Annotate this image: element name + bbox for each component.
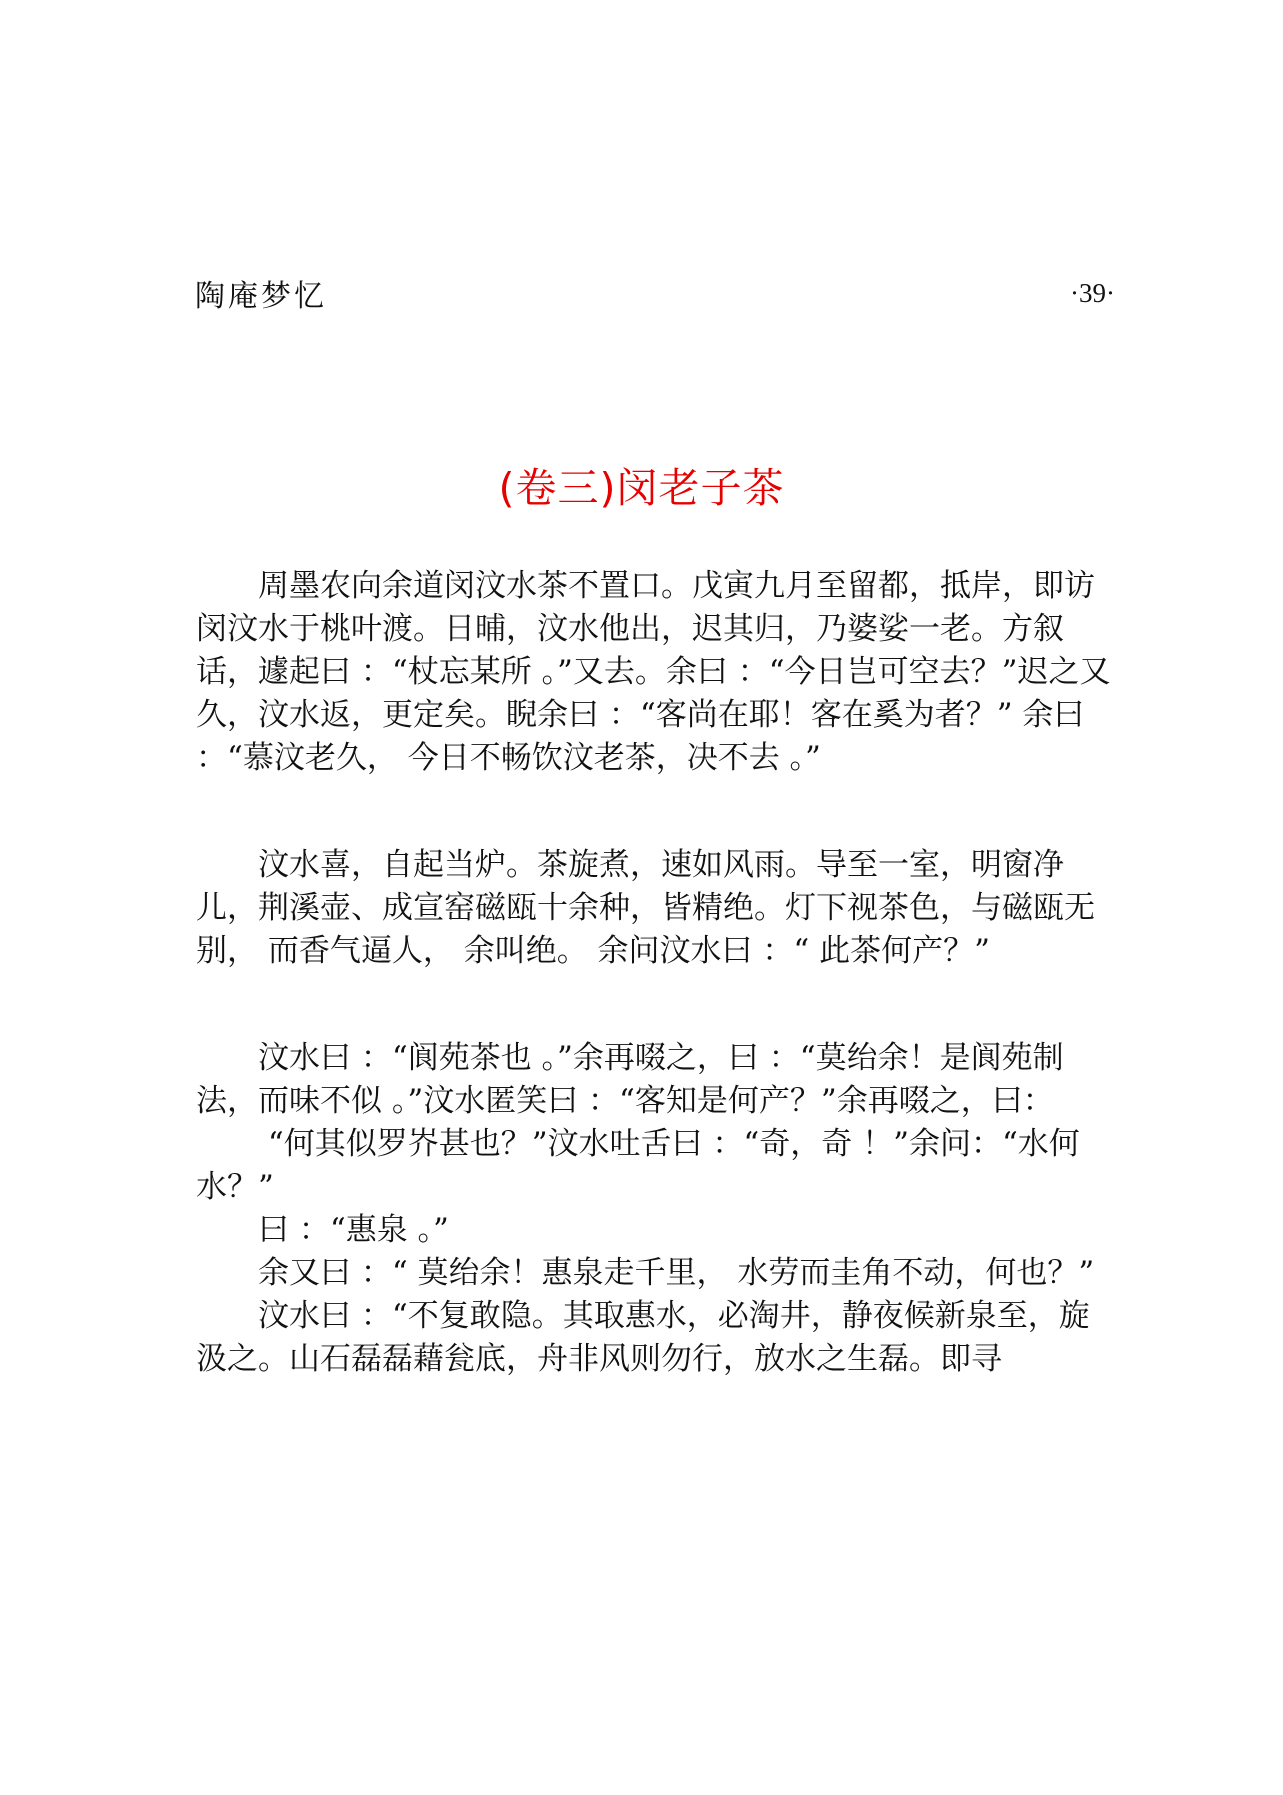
paragraph: 汶水曰 ：“不复敢隐。其取惠水，必淘井，静夜候新泉至，旋汲之。山石磊磊藉瓮底，舟非风则勿行，放水之生磊。即寻 <box>196 1298 1090 1377</box>
paragraph: “何其似罗岕甚也？”汶水吐舌曰 ：“奇，奇 ！”余问：“水何水？” <box>196 1126 1080 1205</box>
paragraph-gap <box>196 780 1116 844</box>
paragraph-gap <box>196 973 1116 1037</box>
paragraph: 周墨农向余道闵汶水茶不置口。戊寅九月至留都，抵岸，即访闵汶水于桃叶渡。日晡，汶水他出，迟其归，乃婆娑一老。方叙话，遽起曰 ：“杖忘某所 。”又去。余曰 ：“今日岂可空去？”迟之又久，汶水返，更定矣。睨余曰 ：“客尚在耶！客在奚为者？” 余曰 ：“慕汶老久， 今日不畅饮汶老茶，决不去 。” <box>196 568 1111 776</box>
book-title: 陶庵梦忆 <box>195 279 327 314</box>
running-header <box>195 268 1115 318</box>
paragraph: 汶水喜，自起当炉。茶旋煮，速如风雨。导至一室，明窗净儿，荆溪壶、成宣窑磁瓯十余种，皆精绝。灯下视茶色，与磁瓯无别， 而香气逼人， 余叫绝。 余问汶水曰 ：“ 此茶何产？” <box>196 847 1095 969</box>
chapter-title: (卷三)闵老子茶 <box>498 464 785 512</box>
paragraph: 曰 ：“惠泉 。” <box>258 1212 449 1248</box>
paragraph: 汶水曰 ：“阆苑茶也 。”余再啜之，曰 ：“莫绐余！是阆苑制法，而味不似 。”汶水匿笑曰 ：“客知是何产？”余再啜之，曰： <box>196 1040 1064 1119</box>
paragraph: 余又曰 ：“ 莫绐余！惠泉走千里， 水劳而圭角不动，何也？” <box>258 1255 1095 1291</box>
page-number: ·39· <box>1070 277 1115 308</box>
body-text <box>196 565 1116 1381</box>
